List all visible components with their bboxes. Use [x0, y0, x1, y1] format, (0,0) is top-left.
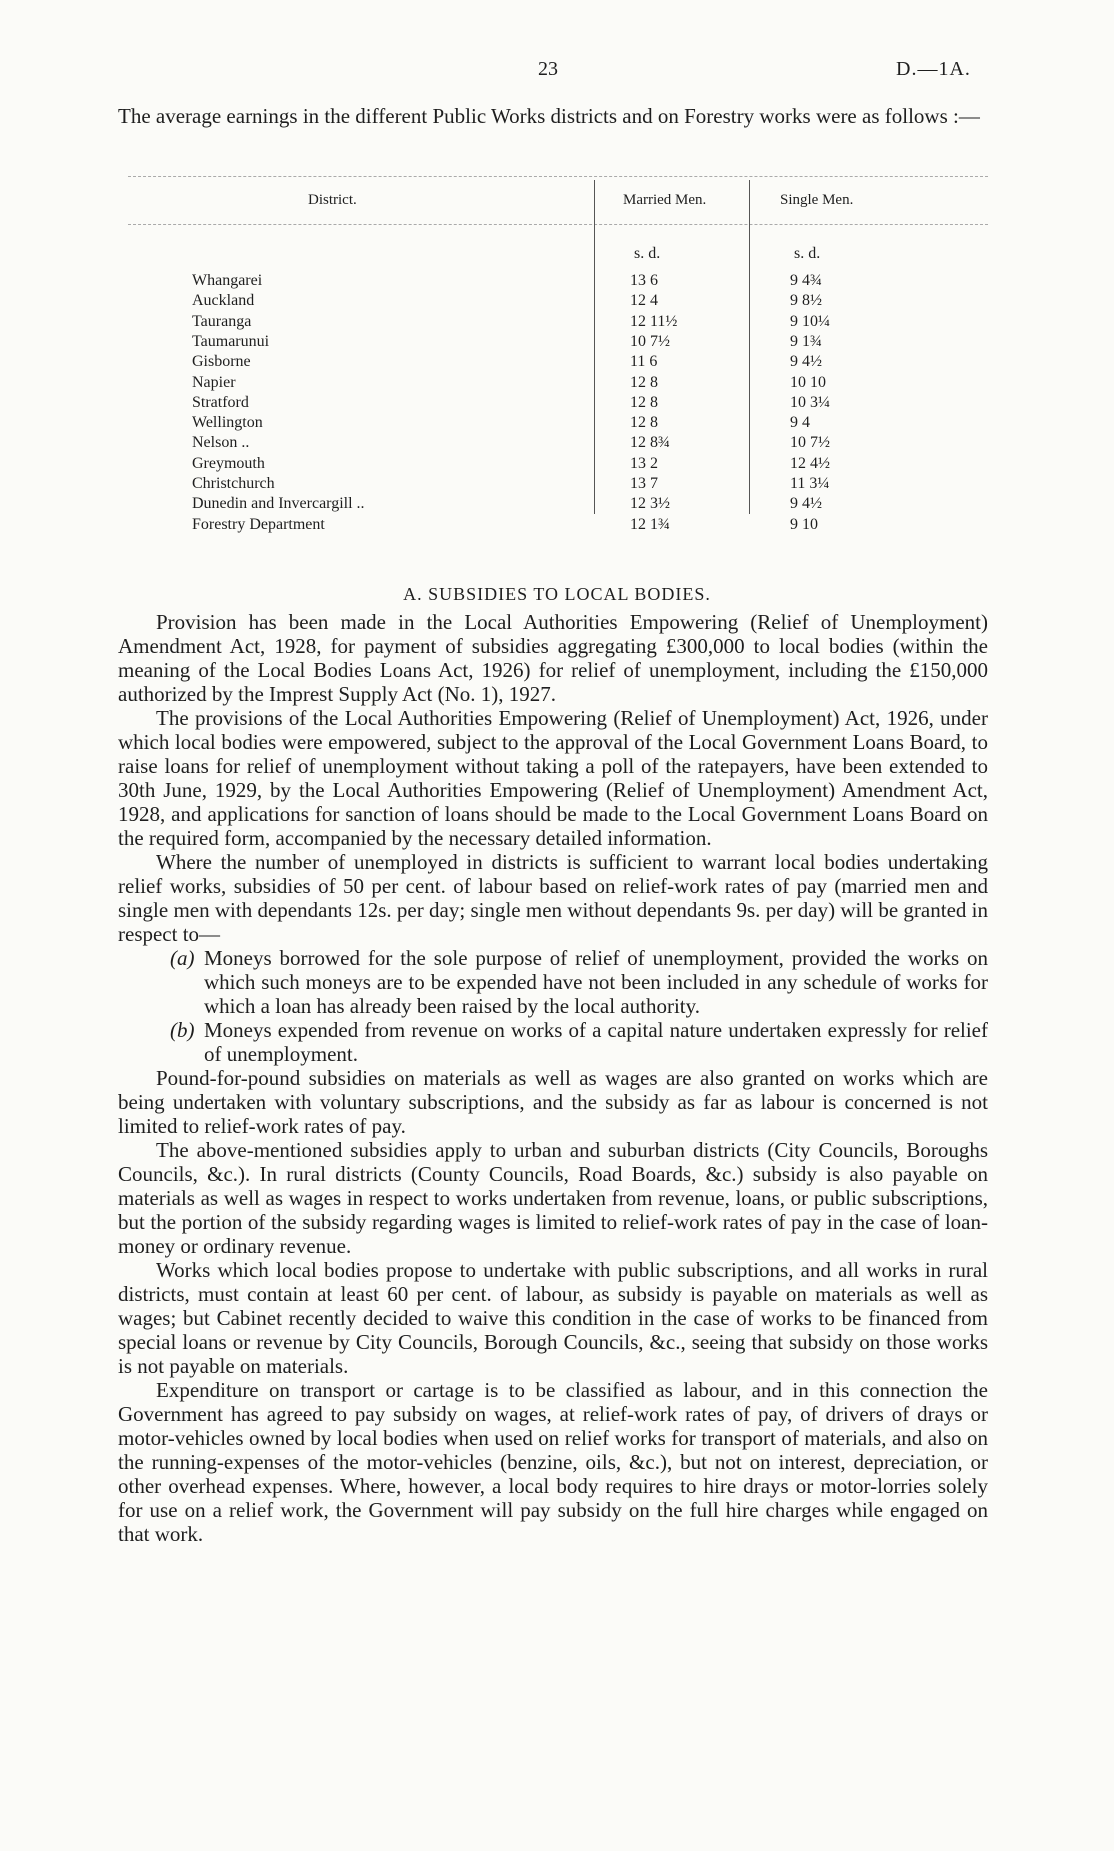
district-name: Auckland [192, 292, 255, 310]
district-name: Nelson .. [192, 434, 250, 452]
single-earnings: 9 4½ [790, 495, 822, 513]
table-row [118, 394, 988, 414]
married-column-header: Married Men. [623, 192, 707, 208]
paragraph: Provision has been made in the Local Authorities Empowering (Relief of Unemployment) Amendment Act, 1928, for payment of subsidies aggregating £300,000 to local bodies (within the meaning of the Local Bodies Loans Act, 1926) for relief of unemployment, including the £150,000 authorized by the Imprest Supply Act (No. 1), 1927. [118, 610, 988, 706]
list-item-text: Moneys expended from revenue on works of a capital nature undertaken expressly for relief of unemployment. [204, 1018, 988, 1066]
married-earnings: 10 7½ [630, 332, 670, 350]
single-column-header: Single Men. [780, 192, 854, 208]
report-reference: D.—1A. [896, 58, 971, 80]
single-earnings: 9 10¼ [790, 312, 830, 330]
district-name: Gisborne [192, 353, 251, 371]
district-name: Christchurch [192, 475, 275, 492]
single-earnings: 9 1¾ [790, 332, 822, 350]
single-earnings: 9 4½ [790, 353, 822, 371]
married-earnings: 12 1¾ [630, 515, 670, 533]
table-row [118, 313, 988, 333]
list-item [170, 1018, 988, 1066]
district-column-header: District. [308, 192, 357, 208]
married-earnings: 11 6 [630, 353, 658, 371]
body-text [118, 610, 988, 1546]
paragraph: Expenditure on transport or cartage is to be classified as labour, and in this connection the Government has agreed to pay subsidy on wages, at relief-work rates of pay, of drivers of drays or motor-vehicles owned by local bodies when used on relief works for transport of materials, and also on the running-expenses of the motor-vehicles (benzine, oils, &c.), but not on interest, depreciation, or other overhead expenses. Where, however, a local body requires to hire drays or motor-lorries solely for use on a relief work, the Government will pay subsidy on the full hire charges while engaged on that work. [118, 1378, 988, 1546]
married-earnings: 13 7 [630, 475, 658, 492]
list-item-text: Moneys borrowed for the sole purpose of relief of unemployment, provided the works on which such moneys are to be expended have not been included in any schedule of works for which a loan has already been raised by the local authority. [204, 946, 988, 1018]
table-row [118, 333, 988, 353]
single-earnings: 9 4 [790, 414, 810, 432]
single-earnings: 10 10 [790, 373, 826, 391]
single-earnings: 9 8½ [790, 292, 822, 310]
married-earnings: 12 3½ [630, 495, 670, 513]
single-earnings: 9 10 [790, 515, 818, 533]
paragraph: The above-mentioned subsidies apply to urban and suburban districts (City Councils, Boroughs Councils, &c.). In rural districts (County Councils, Road Boards, &c.) subsidy is also payable on materials as well as wages in respect to works undertaken from revenue, loans, or public subscriptions, but the portion of the subsidy regarding wages is limited to relief-work rates of pay in the case of loan-money or ordinary revenue. [118, 1138, 988, 1258]
table-row [118, 374, 988, 394]
paragraph: Pound-for-pound subsidies on materials as well as wages are also granted on works which are being undertaken with voluntary subscriptions, and the subsidy as far as labour is concerned is not limited to relief-work rates of pay. [118, 1066, 988, 1138]
single-earnings: 12 4½ [790, 454, 830, 472]
table-row [118, 434, 988, 454]
single-units: s. d. [794, 245, 821, 262]
district-name: Whangarei [192, 272, 263, 289]
table-row [118, 495, 988, 515]
married-earnings: 13 6 [630, 272, 658, 289]
married-earnings: 12 8 [630, 393, 658, 411]
single-earnings: 10 3¼ [790, 393, 830, 411]
list-item-label: (a) [170, 946, 195, 970]
district-name: Greymouth [192, 454, 265, 472]
page-number: 23 [538, 58, 558, 80]
district-name: Tauranga [192, 312, 252, 330]
table-row [118, 292, 988, 312]
single-earnings: 9 4¾ [790, 272, 822, 289]
district-name: Forestry Department [192, 515, 325, 533]
table-row [118, 414, 988, 434]
married-earnings: 12 11½ [630, 312, 678, 330]
list-item-label: (b) [170, 1018, 195, 1042]
table-row [118, 272, 988, 292]
table-row [118, 353, 988, 373]
district-name: Dunedin and Invercargill .. [192, 495, 365, 513]
intro-text: The average earnings in the different Public Works districts and on Forestry works were as follows :— [118, 104, 980, 128]
single-earnings: 11 3¼ [790, 475, 830, 492]
section-title: A. SUBSIDIES TO LOCAL BODIES. [403, 584, 711, 604]
table-row [118, 455, 988, 475]
married-earnings: 13 2 [630, 454, 658, 472]
married-units: s. d. [634, 245, 661, 262]
district-name: Taumarunui [192, 332, 270, 350]
district-name: Wellington [192, 414, 263, 432]
married-earnings: 12 8 [630, 373, 658, 391]
earnings-table [118, 168, 988, 556]
married-earnings: 12 4 [630, 292, 658, 310]
district-name: Stratford [192, 393, 249, 411]
table-row [118, 475, 988, 495]
single-earnings: 10 7½ [790, 434, 830, 452]
table-row [118, 516, 988, 536]
paragraph: The provisions of the Local Authorities Empowering (Relief of Unemployment) Act, 1926, under which local bodies were empowered, subject to the approval of the Local Government Loans Board, to raise loans for relief of unemployment without taking a poll of the ratepayers, have been extended to 30th June, 1929, by the Local Authorities Empowering (Relief of Unemployment) Amendment Act, 1928, and applications for sanction of loans should be made to the Local Government Loans Board on the required form, accompanied by the necessary detailed information. [118, 706, 988, 850]
table-header-rule [128, 224, 988, 225]
married-earnings: 12 8¾ [630, 434, 670, 452]
paragraph: Works which local bodies propose to undertake with public subscriptions, and all works in rural districts, must contain at least 60 per cent. of labour, as subsidy is payable on materials as well as wages; but Cabinet recently decided to waive this condition in the case of works to be financed from special loans or revenue by City Councils, Borough Councils, &c., seeing that subsidy on those works is not payable on materials. [118, 1258, 988, 1378]
paragraph: Where the number of unemployed in districts is sufficient to warrant local bodies undertaking relief works, subsidies of 50 per cent. of labour based on relief-work rates of pay (married men and single men with dependants 12s. per day; single men without dependants 9s. per day) will be granted in respect to— [118, 850, 988, 946]
table-top-rule [128, 176, 988, 177]
district-name: Napier [192, 373, 236, 391]
married-earnings: 12 8 [630, 414, 658, 432]
list-item [170, 946, 988, 1018]
